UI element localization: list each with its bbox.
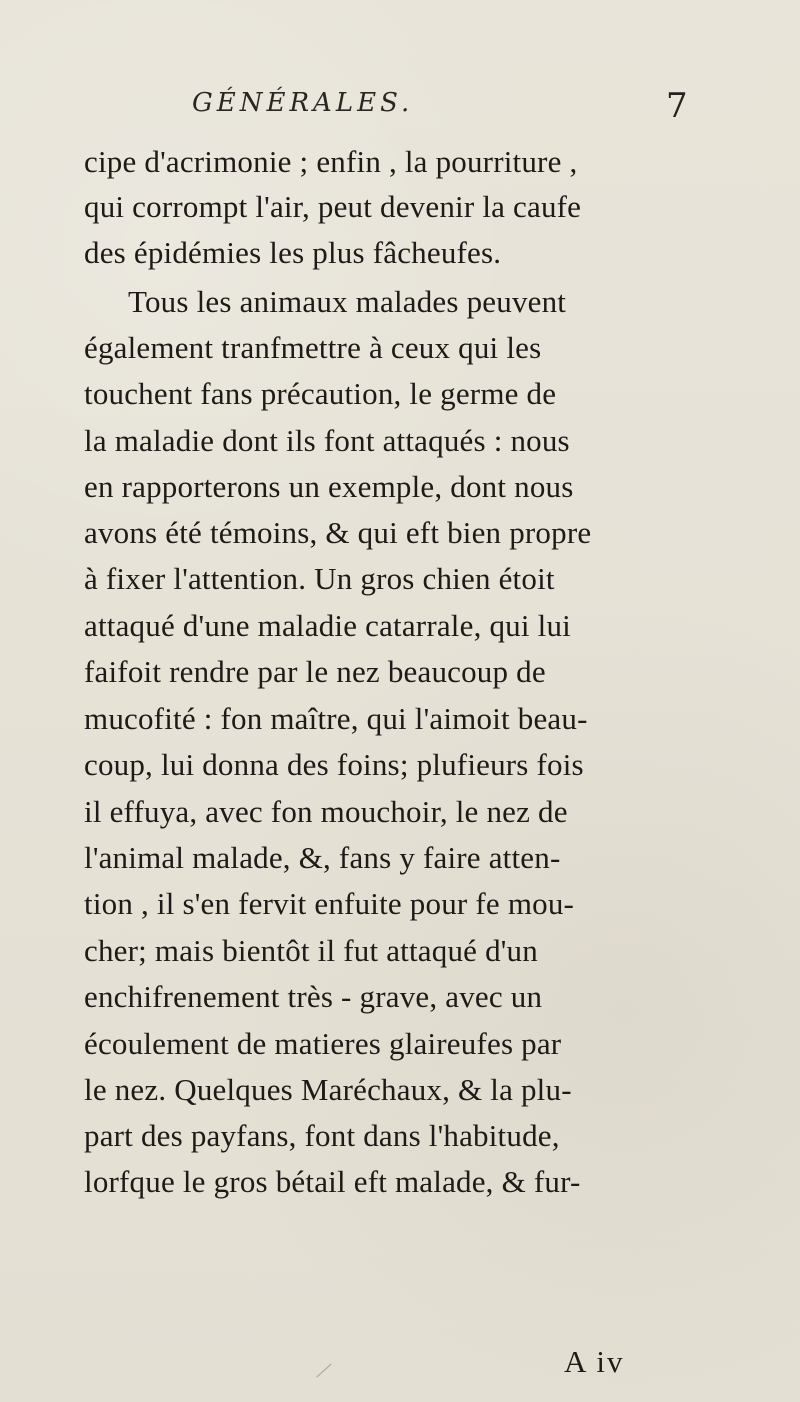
signature-mark: A iv	[564, 1344, 625, 1379]
text-line: part des payfans, font dans l'habitude,	[84, 1118, 560, 1153]
text-line: des épidémies les plus fâcheufes.	[84, 235, 502, 270]
running-title: GÉNÉRALES.	[192, 88, 414, 118]
text-line: faifoit rendre par le nez beaucoup de	[84, 654, 546, 689]
text-line: attaqué d'une maladie catarrale, qui lui	[84, 608, 571, 643]
text-line: il effuya, avec fon mouchoir, le nez de	[84, 794, 568, 829]
page-number: 7	[666, 86, 688, 126]
text-line: enchifrenement très - grave, avec un	[84, 979, 543, 1014]
text-line: la maladie dont ils font attaqués : nous	[84, 423, 570, 458]
text-line: mucofité : fon maître, qui l'aimoit beau-	[84, 701, 588, 736]
text-line: qui corrompt l'air, peut devenir la caufe	[84, 189, 582, 224]
text-line: également tranfmettre à ceux qui les	[84, 330, 542, 365]
text-line: à fixer l'attention. Un gros chien étoit	[84, 561, 555, 596]
text-line: cher; mais bientôt il fut attaqué d'un	[84, 933, 538, 968]
paper-mark	[316, 1363, 332, 1377]
text-line: avons été témoins, & qui eft bien propre	[84, 515, 592, 550]
text-line: cipe d'acrimonie ; enfin , la pourriture ,	[84, 144, 578, 179]
text-line: touchent fans précaution, le germe de	[84, 376, 557, 411]
running-head	[0, 88, 800, 132]
text-line: coup, lui donna des foins; plufieurs fois	[84, 747, 584, 782]
text-line: tion , il s'en fervit enfuite pour fe mou-	[84, 886, 575, 921]
text-line: écoulement de matieres glaireufes par	[84, 1026, 562, 1061]
text-line: Tous les animaux malades peuvent	[128, 284, 567, 319]
text-line: lorfque le gros bétail eft malade, & fur-	[84, 1164, 581, 1199]
text-line: le nez. Quelques Maréchaux, & la plu-	[84, 1072, 572, 1107]
text-line: en rapporterons un exemple, dont nous	[84, 469, 574, 504]
text-line: l'animal malade, &, fans y faire atten-	[84, 840, 561, 875]
